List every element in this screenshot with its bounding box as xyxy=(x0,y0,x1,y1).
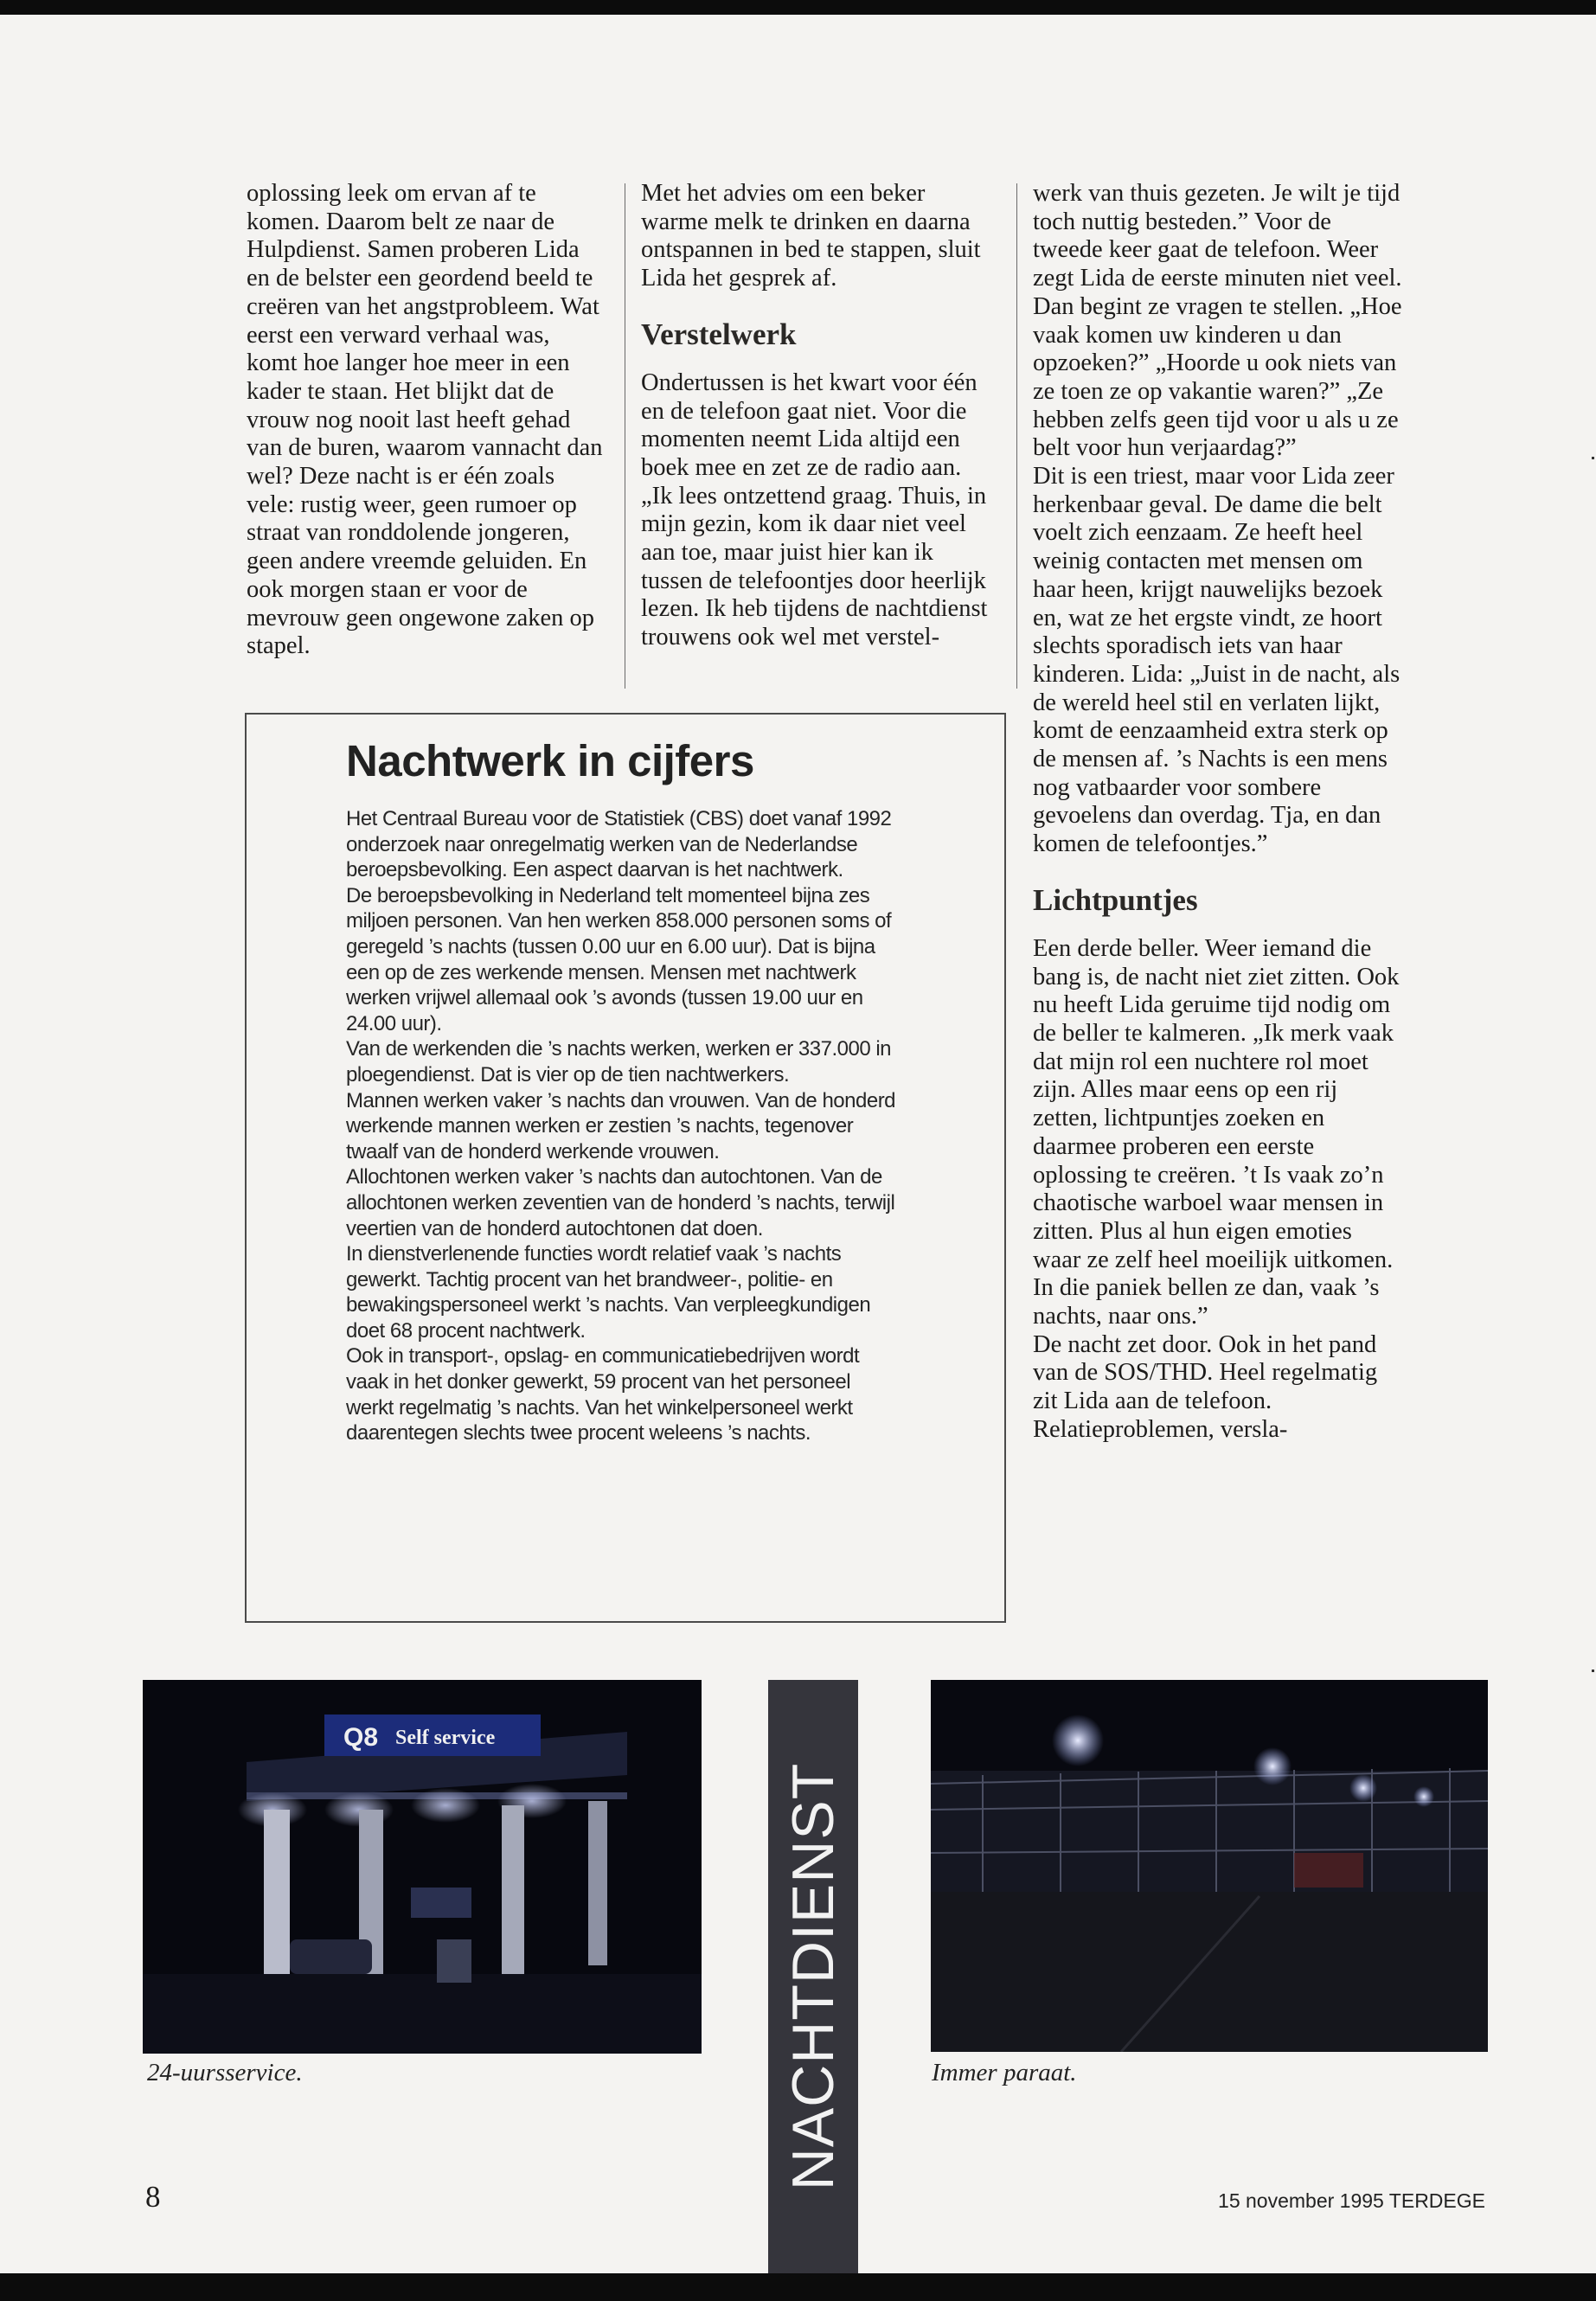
photo-gas-station xyxy=(143,1680,702,2054)
subheading-lichtpuntjes: Lichtpuntjes xyxy=(1033,882,1198,917)
photo-caption-right: Immer paraat. xyxy=(932,2059,1077,2086)
subheading-verstelwerk: Verstelwerk xyxy=(641,317,797,351)
sidebar-box-nachtwerk xyxy=(245,713,1006,1623)
top-border xyxy=(0,0,1596,15)
box-body xyxy=(346,806,900,1446)
scan-speck xyxy=(1592,457,1594,459)
section-tab xyxy=(768,1680,858,2273)
article-paragraph: De nacht zet door. Ook in het pand van de SOS/THD. Heel regelmatig zit Lida aan de telefoon. Relatieproblemen, versla- xyxy=(1033,1330,1378,1443)
box-paragraph: In dienstverlenende functies wordt relatief vaak ’s nachts gewerkt. Tachtig procent van het brandweer-, politie- en bewakingspersoneel werkt ’s nachts. Van verpleegkundigen doet 68 procent nachtwerk. xyxy=(346,1242,871,1343)
box-title: Nachtwerk in cijfers xyxy=(346,736,754,785)
page-number: 8 xyxy=(145,2180,161,2214)
box-paragraph: De beroepsbevolking in Nederland telt momenteel bijna zes miljoen personen. Van hen werken 858.000 personen soms of geregeld ’s nachts (tussen 0.00 uur en 6.00 uur). Dat is bijna een op de zes werkende mensen. Mensen met nachtwerk werken vrijwel allemaal ook ’s avonds (tussen 19.00 uur en 24.00 uur). xyxy=(346,883,892,1035)
box-paragraph: Ook in transport-, opslag- en communicatiebedrijven wordt vaak in het donker gewerkt, 59 procent van het personeel werkt regelmatig ’s nachts. Van het winkelpersoneel werkt daarentegen slechts twee procent weleens ’s nachts. xyxy=(346,1344,860,1445)
article-paragraph: werk van thuis gezeten. Je wilt je tijd toch nuttig besteden.” Voor de tweede keer gaat de telefoon. Weer zegt Lida de eerste minuten niet veel. Dan begint ze vragen te stellen. „Hoe vaak komen uw kinderen u dan opzoeken?” „Hoorde u ook niets van ze toen ze op vakantie waren?” „Ze hebben zelfs geen tijd voor u als u ze belt voor hun verjaardag?” xyxy=(1033,180,1402,462)
sign-text: Self service xyxy=(395,1727,496,1749)
column-divider xyxy=(1016,183,1017,689)
article-paragraph: oplossing leek om ervan af te komen. Daarom belt ze naar de Hulpdienst. Samen proberen Lida en de belster een geordend beeld te creëren van het angstprobleem. Wat eerst een verward verhaal was, komt hoe langer hoe meer in een kader te staan. Het blijkt dat de vrouw nog nooit last heeft gehad van de buren, waarom vannacht dan wel? Deze nacht is er één zoals vele: rustig weer, geen rumoer op straat van ronddolende jongeren, geen andere vreemde geluiden. En ook morgen staan er voor de mevrouw geen ongewone zaken op stapel. xyxy=(247,180,603,660)
issue-date: 15 november 1995 TERDEGE xyxy=(1218,2189,1485,2212)
scan-speck xyxy=(1592,1670,1594,1672)
photo-caption-left: 24-uursservice. xyxy=(147,2059,303,2086)
bottom-border xyxy=(0,2273,1596,2301)
article-paragraph: Een derde beller. Weer iemand die bang is, de nacht niet ziet zitten. Ook nu heeft Lida geruime tijd nodig om de beller te kalmeren. „Ik merk vaak dat mijn rol een nuchtere rol moet zijn. Alles maar eens op een rij zetten, lichtpuntjes zoeken en daarmee proberen een eerste oplossing te creëren. ’t Is vaak zo’n chaotische warboel waar mensen in zitten. Plus al hun eigen emoties waar ze zelf heel moeilijk uitkomen. In die paniek bellen ze dan, vaak ’s nachts, naar ons.” xyxy=(1033,934,1400,1330)
section-label: NACHTDIENST xyxy=(780,1762,846,2191)
article-column-1 xyxy=(247,180,606,661)
article-paragraph: Ondertussen is het kwart voor één en de telefoon gaat niet. Voor die momenten neemt Lida altijd een boek mee en zet ze de radio aan. „Ik lees ontzettend graag. Thuis, in mijn gezin, kom ik daar niet veel aan toe, maar juist hier kan ik tussen de telefoontjes door heerlijk lezen. Ik heb tijdens de nachtdienst trouwens ook wel met verstel- xyxy=(641,369,988,651)
article-column-3 xyxy=(1033,180,1405,1445)
article-column-2 xyxy=(641,180,991,652)
box-paragraph: Allochtonen werken vaker ’s nachts dan autochtonen. Van de allochtonen werken zeventien van de honderd ’s nachts, terwijl veertien van de honderd autochtonen dat doen. xyxy=(346,1165,895,1240)
sign-brand: Q8 xyxy=(343,1723,379,1752)
box-paragraph: Van de werkenden die ’s nachts werken, werken er 337.000 in ploegendienst. Dat is vier op de tien nachtwerkers. xyxy=(346,1037,892,1086)
article-paragraph: Dit is een triest, maar voor Lida zeer herkenbaar geval. De dame die belt voelt zich eenzaam. Ze heeft heel weinig contacten met mensen om haar heen, krijgt nauwelijks bezoek en, wat ze het ergste vindt, ze hoort slechts sporadisch iets van haar kinderen. Lida: „Juist in de nacht, als de wereld heel stil en verlaten lijkt, komt de eenzaamheid extra sterk op de mensen af. ’s Nachts is een mens nog vatbaarder voor sombere gevoelens dan overdag. Tja, en dan komen de telefoontjes.” xyxy=(1033,463,1401,858)
article-paragraph: Met het advies om een beker warme melk te drinken en daarna ontspannen in bed te stappen, sluit Lida het gesprek af. xyxy=(641,180,981,292)
box-paragraph: Het Centraal Bureau voor de Statistiek (CBS) doet vanaf 1992 onderzoek naar onregelmatig werken van de Nederlandse beroepsbevolking. Een aspect daarvan is het nachtwerk. xyxy=(346,807,892,882)
photo-building-night xyxy=(931,1680,1488,2052)
box-paragraph: Mannen werken vaker ’s nachts dan vrouwen. Van de honderd werkende mannen werken er zestien ’s nachts, tegenover twaalf van de honderd werkende vrouwen. xyxy=(346,1088,896,1163)
